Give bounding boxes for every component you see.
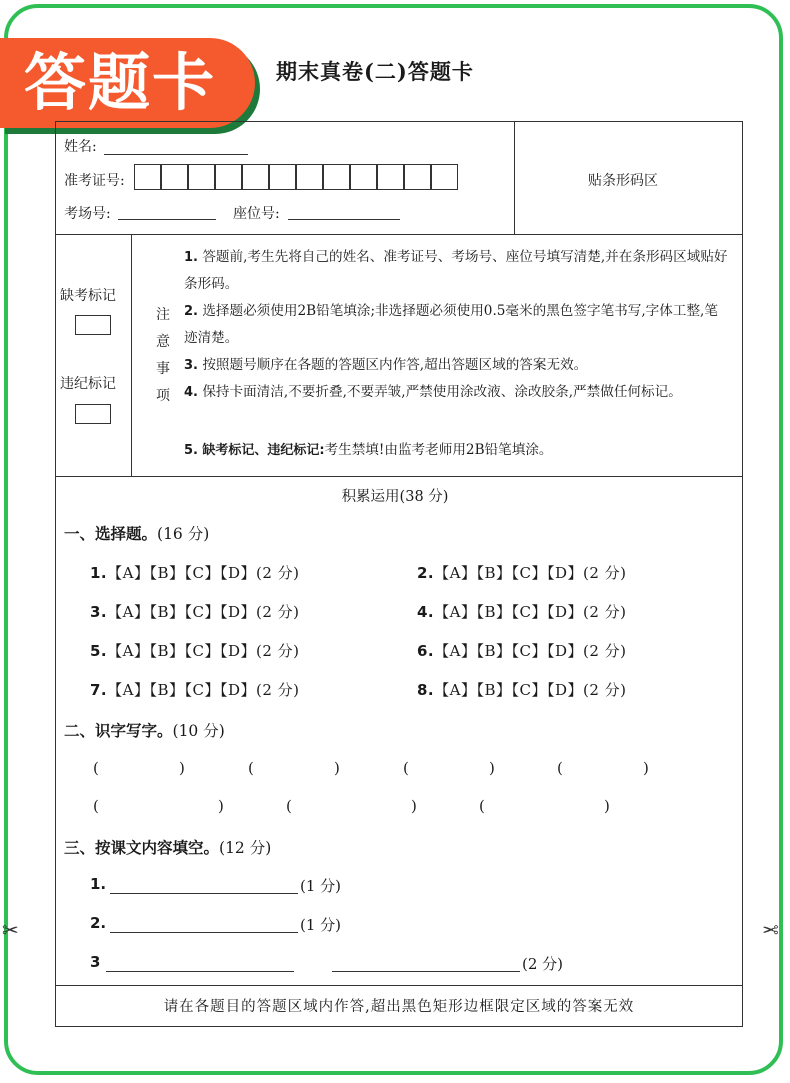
paren-open: ( [286,797,292,815]
note-item: 4. 保持卡面清洁,不要折叠,不要弄皱,严禁使用涂改液、涂改胶条,严禁做任何标记。 [184,384,682,400]
section2-title: 二、识字写字。(10 分) [64,722,225,740]
exam-no-digit[interactable] [188,164,215,190]
absent-mark-label: 缺考标记 [60,288,116,304]
fill-blank[interactable] [332,971,520,972]
exam-no-digit[interactable] [215,164,242,190]
paren-close: ) [643,759,649,777]
paren-open: ( [93,759,99,777]
divider [131,234,132,476]
paren-open: ( [479,797,485,815]
fill-blank[interactable] [110,893,298,894]
name-label: 姓名: [64,139,97,155]
choice-question[interactable]: 8.【A】【B】【C】【D】(2 分) [417,681,627,699]
violation-mark-box[interactable] [75,404,111,424]
notes-label-char: 意 [156,334,170,350]
section3-title: 三、按课文内容填空。(12 分) [64,839,272,857]
exam-no-digit[interactable] [296,164,323,190]
paren-close: ) [411,797,417,815]
paren-close: ) [334,759,340,777]
footer-note: 请在各题目的答题区域内作答,超出黑色矩形边框限定区域的答案无效 [163,999,635,1015]
fill-item: 2. [90,914,107,932]
notes-label-char: 注 [156,307,170,323]
absent-mark-box[interactable] [75,315,111,335]
room-field[interactable] [118,219,216,220]
exam-no-digit[interactable] [377,164,404,190]
divider [55,985,743,986]
choice-question[interactable]: 5.【A】【B】【C】【D】(2 分) [90,642,300,660]
choice-question[interactable]: 4.【A】【B】【C】【D】(2 分) [417,603,627,621]
paren-open: ( [403,759,409,777]
exam-no-digit[interactable] [269,164,296,190]
room-label: 考场号: [64,206,111,222]
exam-no-digit[interactable] [161,164,188,190]
paren-close: ) [218,797,224,815]
fill-score: (1 分) [300,877,342,895]
choice-question[interactable]: 7.【A】【B】【C】【D】(2 分) [90,681,300,699]
choice-question[interactable]: 2.【A】【B】【C】【D】(2 分) [417,564,627,582]
exam-no-label: 准考证号: [64,173,125,189]
divider [55,234,743,235]
exam-no-digit[interactable] [242,164,269,190]
paren-open: ( [93,797,99,815]
exam-no-digit[interactable] [404,164,431,190]
notes-label-char: 事 [156,361,170,377]
scissors-icon: ✂ [2,918,19,942]
fill-score: (2 分) [522,955,564,973]
exam-no-digit[interactable] [323,164,350,190]
note-item: 5. 缺考标记、违纪标记:考生禁填!由监考老师用2B铅笔填涂。 [184,442,553,458]
barcode-area: 贴条形码区 [588,173,658,189]
scissors-icon: ✂ [762,918,779,942]
name-field[interactable] [104,154,248,155]
paren-close: ) [489,759,495,777]
fill-item: 1. [90,875,107,893]
note-item: 1. 答题前,考生先将自己的姓名、准考证号、考场号、座位号填写清楚,并在条形码区域贴好条形码。 [184,249,728,292]
violation-mark-label: 违纪标记 [60,376,116,392]
exam-no-digit[interactable] [350,164,377,190]
fill-item: 3 [90,953,101,971]
paren-close: ) [179,759,185,777]
choice-question[interactable]: 6.【A】【B】【C】【D】(2 分) [417,642,627,660]
choice-question[interactable]: 3.【A】【B】【C】【D】(2 分) [90,603,300,621]
section-header: 积累运用(38 分) [341,489,449,505]
divider [55,476,743,477]
paren-close: ) [604,797,610,815]
fill-blank[interactable] [106,971,294,972]
paren-open: ( [248,759,254,777]
notes-label-char: 项 [156,388,170,404]
section1-title: 一、选择题。(16 分) [64,525,210,543]
fill-score: (1 分) [300,916,342,934]
seat-label: 座位号: [233,206,280,222]
note-item: 2. 选择题必须使用2B铅笔填涂;非选择题必须使用0.5毫米的黑色签字笔书写,字体工整,笔迹清楚。 [184,303,718,346]
exam-no-digit[interactable] [134,164,161,190]
page-title: 期末真卷(二)答题卡 [276,59,474,84]
divider [514,121,515,234]
badge-text: 答题卡 [24,46,217,119]
choice-question[interactable]: 1.【A】【B】【C】【D】(2 分) [90,564,300,582]
seat-field[interactable] [288,219,400,220]
paren-open: ( [557,759,563,777]
exam-no-digit[interactable] [431,164,458,190]
note-item: 3. 按照题号顺序在各题的答题区内作答,超出答题区域的答案无效。 [184,357,588,373]
fill-blank[interactable] [110,932,298,933]
